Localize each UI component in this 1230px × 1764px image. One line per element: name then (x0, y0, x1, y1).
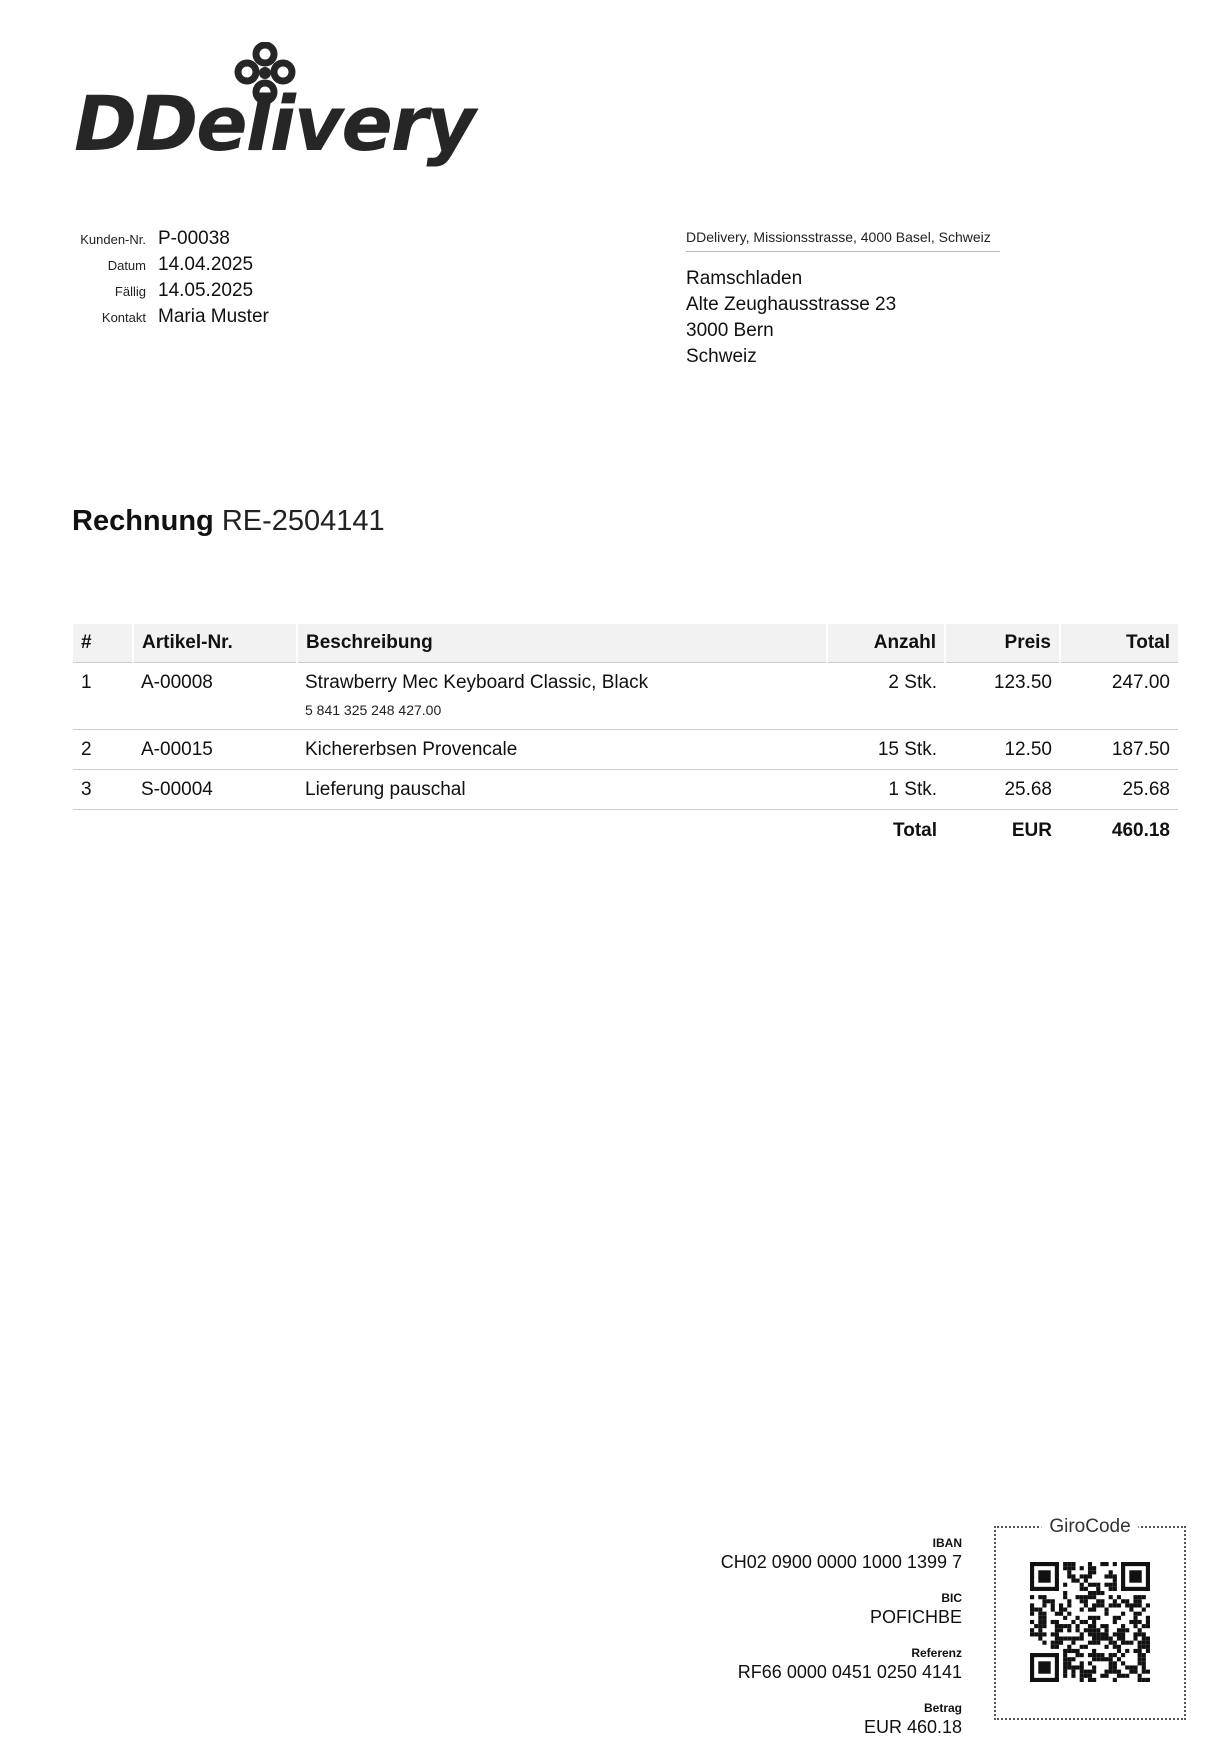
invoice-title (72, 505, 385, 538)
table-header-row (73, 624, 1178, 663)
row-num: 3 (73, 770, 133, 810)
payment-value-reference: RF66 0000 0451 0250 4141 (737, 1662, 962, 1682)
table-row (73, 663, 1178, 730)
girocode-title: GiroCode (1041, 1516, 1138, 1538)
meta-row-contact (48, 306, 269, 332)
total-amount: 460.18 (1111, 820, 1170, 841)
row-qty: 15 Stk. (827, 730, 945, 770)
girocode-box (994, 1516, 1186, 1720)
col-header-description: Beschreibung (297, 624, 827, 663)
col-header-num: # (73, 624, 133, 663)
meta-label: Kunden-Nr. (80, 232, 146, 247)
sender-address-line: DDelivery, Missionsstrasse, 4000 Basel, Schweiz (686, 229, 1000, 252)
meta-value: P-00038 (158, 228, 230, 249)
line-items-table (73, 624, 1178, 842)
row-description: Kichererbsen Provencale (297, 730, 827, 770)
payment-label-bic: BIC (941, 1591, 962, 1605)
row-total: 187.50 (1060, 730, 1178, 770)
row-price: 12.50 (945, 730, 1060, 770)
payment-value-amount: EUR 460.18 (863, 1717, 962, 1737)
meta-label: Kontakt (101, 310, 146, 325)
recipient-name: Ramschladen (686, 268, 803, 289)
brand-name: DDelivery (74, 79, 474, 168)
qr-code-icon (1030, 1562, 1150, 1682)
recipient-country: Schweiz (686, 346, 757, 367)
row-price: 123.50 (945, 663, 1060, 730)
row-description-cell (297, 663, 827, 730)
row-qty: 1 Stk. (827, 770, 945, 810)
table-row (73, 730, 1178, 770)
meta-value: 14.04.2025 (158, 254, 254, 275)
meta-row-customer (48, 228, 269, 254)
meta-label: Fällig (114, 284, 146, 299)
recipient-address (686, 266, 896, 370)
invoice-label: Rechnung (72, 505, 214, 537)
row-num: 1 (73, 663, 133, 730)
row-total: 25.68 (1060, 770, 1178, 810)
invoice-number: RE-2504141 (221, 505, 385, 537)
recipient-street: Alte Zeughausstrasse 23 (686, 294, 897, 315)
row-num: 2 (73, 730, 133, 770)
meta-label: Datum (107, 258, 146, 273)
payment-label-reference: Referenz (911, 1646, 962, 1660)
total-label: Total (893, 820, 937, 841)
recipient-city: 3000 Bern (686, 320, 774, 341)
meta-row-date (48, 254, 269, 280)
row-qty: 2 Stk. (827, 663, 945, 730)
meta-value: 14.05.2025 (158, 280, 254, 301)
col-header-article: Artikel-Nr. (133, 624, 297, 663)
payment-value-bic: POFICHBE (869, 1607, 962, 1627)
row-price: 25.68 (945, 770, 1060, 810)
row-total: 247.00 (1060, 663, 1178, 730)
total-currency: EUR (1011, 820, 1052, 841)
row-article: A-00015 (133, 730, 297, 770)
meta-value: Maria Muster (158, 306, 269, 327)
row-article: S-00004 (133, 770, 297, 810)
table-total-row (73, 810, 1178, 843)
row-description: Lieferung pauschal (297, 770, 827, 810)
row-description: Strawberry Mec Keyboard Classic, Black (305, 672, 649, 693)
payment-details (721, 1528, 962, 1738)
table-row (73, 770, 1178, 810)
payment-label-iban: IBAN (932, 1536, 962, 1550)
col-header-price: Preis (945, 624, 1060, 663)
row-article: A-00008 (133, 663, 297, 730)
col-header-qty: Anzahl (827, 624, 945, 663)
payment-value-iban: CH02 0900 0000 1000 1399 7 (720, 1552, 962, 1572)
brand-logo (70, 42, 474, 172)
invoice-meta (48, 228, 269, 332)
payment-label-amount: Betrag (923, 1701, 962, 1715)
meta-row-due (48, 280, 269, 306)
col-header-total: Total (1060, 624, 1178, 663)
row-sub-description: 5 841 325 248 427.00 (305, 702, 442, 718)
